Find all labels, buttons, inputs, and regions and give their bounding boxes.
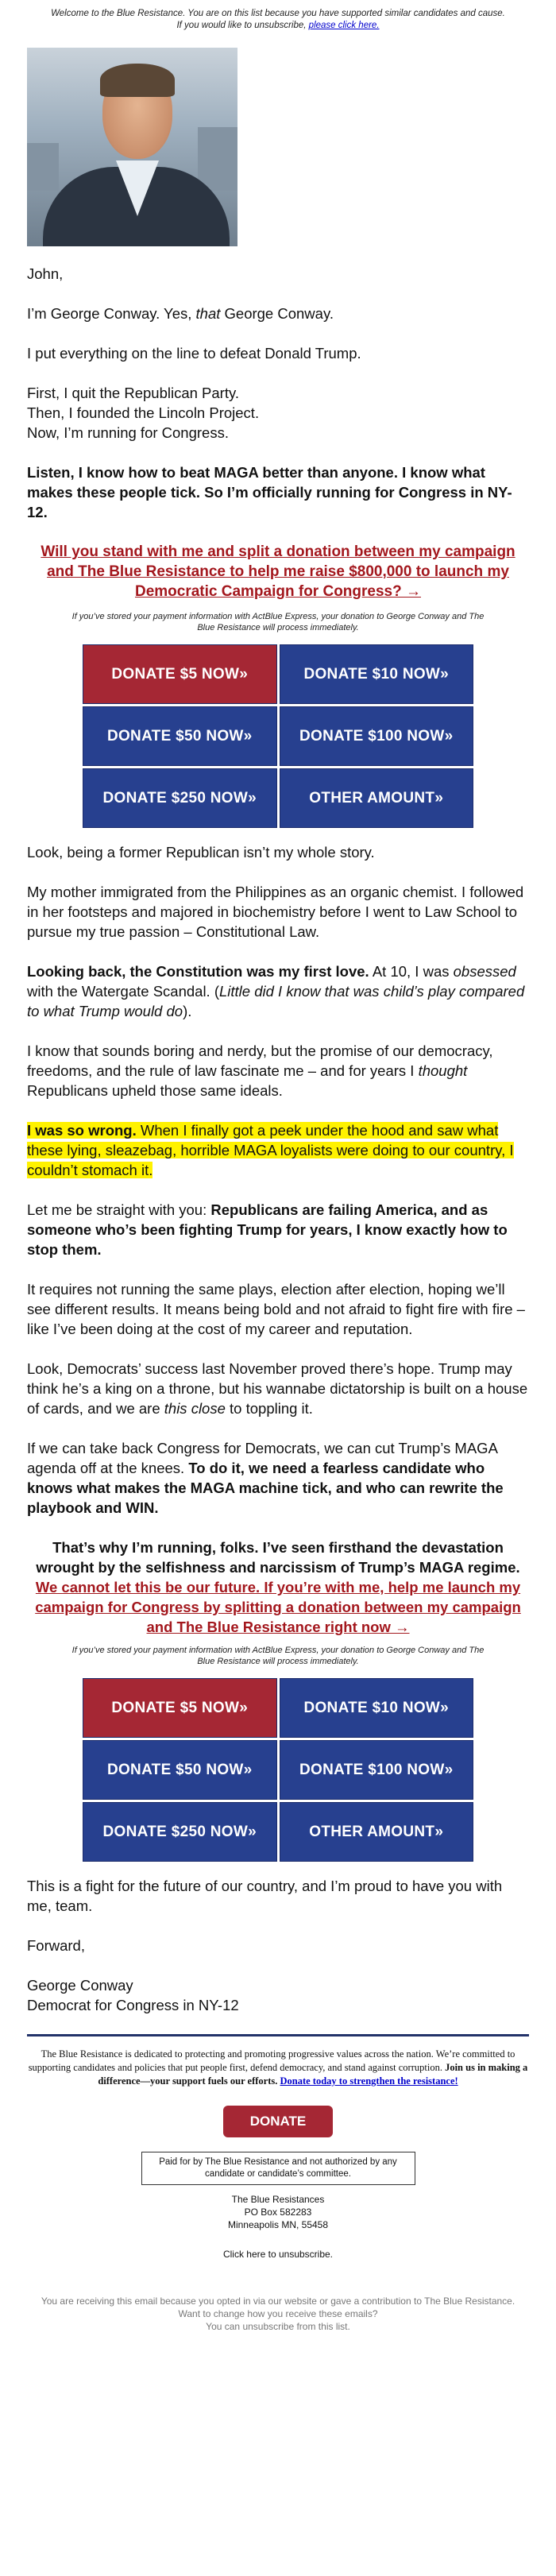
straight-paragraph: Let me be straight with you: Republicans are failing America, and as someone who’s been fighting Trump for years, I know exactly how to stop them. — [27, 1201, 508, 1258]
actblue-note-1: If you’ve stored your payment information with ActBlue Express, your donation to George Conway and The Blue Resistance will process immediately. — [71, 612, 485, 632]
footer-mission: The Blue Resistance is dedicated to protecting and promoting progressive values across the nation. We’re committed to supporting candidates and policies that put people first, defend democracy, and stand against corruption. Join us in making a difference—your support fuels our efforts. Donate today to strengthen the resistance! — [28, 2048, 528, 2087]
cta-paragraph-1 — [27, 542, 529, 601]
everything-paragraph: I put everything on the line to defeat Donald Trump. — [27, 345, 361, 362]
now-line: Now, I’m running for Congress. — [27, 424, 229, 441]
donate-50-button[interactable]: DONATE $50 NOW» — [83, 1740, 277, 1800]
donate-5-button[interactable]: DONATE $5 NOW» — [83, 1678, 277, 1738]
donate-100-button[interactable]: DONATE $100 NOW» — [280, 1740, 474, 1800]
congress-paragraph: If we can take back Congress for Democrats, we can cut Trump’s MAGA agenda off at the knees. To do it, we need a fearless candidate who knows what makes the MAGA machine tick, and who can rewrite the playbook and WIN. — [27, 1440, 504, 1516]
donate-100-button[interactable]: DONATE $100 NOW» — [280, 706, 474, 766]
greeting: John, — [27, 265, 64, 282]
donate-250-button[interactable]: DONATE $250 NOW» — [83, 1802, 277, 1862]
cta-link-2[interactable]: We cannot let this be our future. If you’re with me, help me launch my campaign for Congress by splitting a donation between my campaign and The Blue Resistance right now → — [35, 1579, 521, 1635]
donate-50-button[interactable]: DONATE $50 NOW» — [83, 706, 277, 766]
mother-paragraph: My mother immigrated from the Philippines as an organic chemist. I followed in her footsteps and majored in biochemistry before I went to Law School to pursue my true passion – Constitutional Law. — [27, 884, 524, 940]
donate-10-button[interactable]: DONATE $10 NOW» — [280, 644, 474, 704]
paid-for-disclaimer: Paid for by The Blue Resistance and not authorized by any candidate or candidate’s committee. — [141, 2152, 415, 2185]
donate-10-button[interactable]: DONATE $10 NOW» — [280, 1678, 474, 1738]
signature — [27, 1975, 529, 2015]
unsubscribe-link[interactable]: Click here to unsubscribe. — [222, 2249, 334, 2260]
footer-donate-button[interactable]: DONATE — [223, 2106, 333, 2137]
bottom-note-text: You are receiving this email because you opted in via our website or gave a contribution to The Blue Resistance. Want to change how you receive these emails? — [41, 2296, 515, 2319]
footer-divider — [27, 2034, 529, 2036]
candidate-photo — [27, 48, 237, 246]
signoff: Forward, — [27, 1937, 85, 1954]
donate-grid-2 — [83, 1678, 473, 1862]
boring-paragraph: I know that sounds boring and nerdy, but the promise of our democracy, freedoms, and the rule of law fascinate me – and for years I thought Republicans upheld those same ideals. — [27, 1042, 493, 1099]
po-box: PO Box 582283 — [244, 2207, 312, 2218]
cta-link-1[interactable]: Will you stand with me and split a donation between my campaign and The Blue Resistance to help me raise $800,000 to launch my Democratic Campaign for Congress? → — [41, 543, 515, 600]
donate-other-button[interactable]: OTHER AMOUNT» — [280, 768, 474, 828]
signature-name: George Conway — [27, 1977, 133, 1994]
why-running-paragraph: That’s why I’m running, folks. I’ve seen firsthand the devastation wrought by the selfishness and narcissism of Trump’s MAGA regime. We cannot let this be our future. If you’re with me, help me launch my campaign for Congress by splitting a donation between my campaign and The Blue Resistance right now → — [35, 1539, 521, 1635]
bottom-unsubscribe-link[interactable]: You can unsubscribe from this list. — [206, 2321, 350, 2332]
top-notice — [0, 0, 556, 38]
bottom-note — [0, 2260, 556, 2341]
actblue-note-2: If you’ve stored your payment information with ActBlue Express, your donation to George Conway and The Blue Resistance will process immediately. — [71, 1646, 485, 1666]
fight-paragraph: This is a fight for the future of our country, and I’m proud to have you with me, team. — [27, 1878, 503, 1914]
intro-paragraph: I’m George Conway. Yes, that George Conway. — [27, 305, 334, 322]
footer-donate-link[interactable]: Donate today to strengthen the resistance! — [280, 2075, 458, 2087]
then-line: Then, I founded the Lincoln Project. — [27, 404, 260, 421]
wrong-paragraph: I was so wrong. When I finally got a peek under the hood and saw what these lying, sleazebag, horrible MAGA loyalists were doing to our country, I couldn’t stomach it. — [27, 1122, 514, 1178]
donate-grid-1 — [83, 644, 473, 828]
unsubscribe-top-link[interactable]: please click here. — [308, 21, 380, 30]
first-line: First, I quit the Republican Party. — [27, 385, 239, 401]
listen-paragraph: Listen, I know how to beat MAGA better than anyone. I know what makes these people tick. So I’m officially running for Congress in NY-12. — [27, 464, 512, 520]
donate-other-button[interactable]: OTHER AMOUNT» — [280, 1802, 474, 1862]
top-notice-text: Welcome to the Blue Resistance. You are on this list because you have supported similar candidates and cause. If you would like to unsubscribe, — [51, 9, 505, 30]
mailing-address — [0, 2193, 556, 2231]
city-line: Minneapolis MN, 55458 — [227, 2219, 329, 2230]
timeline-paragraph — [27, 383, 529, 443]
org-name: The Blue Resistances — [231, 2194, 325, 2205]
looking-back-paragraph: Looking back, the Constitution was my first love. At 10, I was obsessed with the Watergate Scandal. (Little did I know that was child’s play compared to what Trump would do). — [27, 963, 525, 1019]
unsubscribe-section — [0, 2249, 556, 2260]
running-paragraph: It requires not running the same plays, election after election, hoping we’ll see different results. It means being bold and not afraid to fight fire with fire – like I’ve been doing at the cost of my career and reputation. — [27, 1281, 525, 1337]
donate-250-button[interactable]: DONATE $250 NOW» — [83, 768, 277, 828]
story-paragraph: Look, being a former Republican isn’t my whole story. — [27, 844, 375, 861]
signature-title: Democrat for Congress in NY-12 — [27, 1997, 239, 2013]
democrats-paragraph: Look, Democrats’ success last November proved there’s hope. Trump may think he’s a king on a throne, but his wannabe dictatorship is built on a house of cards, and we are this close to toppling it. — [27, 1360, 528, 1417]
donate-5-button[interactable]: DONATE $5 NOW» — [83, 644, 277, 704]
